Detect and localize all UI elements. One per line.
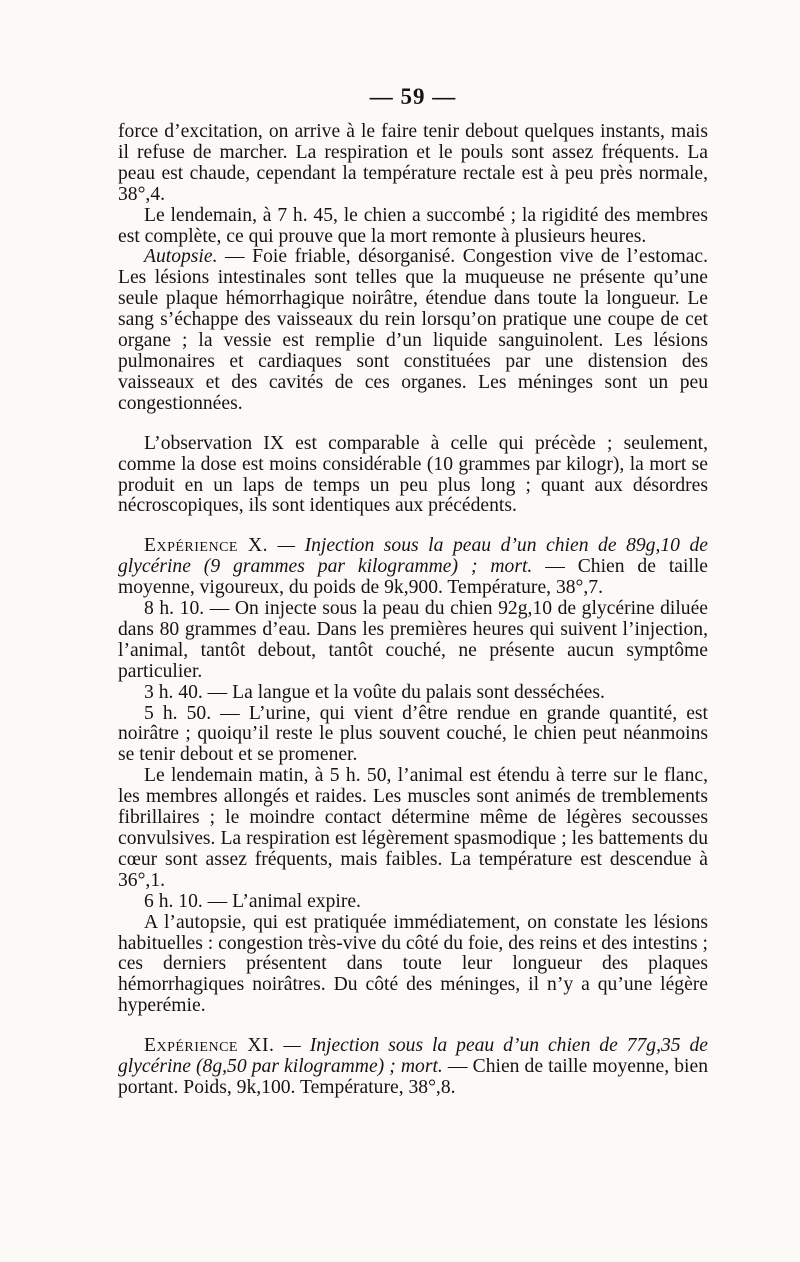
- paragraph-text: 3 h. 40. — La langue et la voûte du palais sont desséchées.: [144, 681, 605, 703]
- section-gap: [118, 1017, 708, 1036]
- section-gap: [118, 415, 708, 434]
- paragraph-text: 8 h. 10. — On injecte sous la peau du chien 92g,10 de glycérine diluée dans 80 grammes d’eau. Dans les premières heures qui suivent l’injection, l’animal, tantôt debout, tantôt couché, ne présente aucun symptôme particulier.: [118, 598, 708, 682]
- paragraph-autopsy: [118, 247, 708, 414]
- book-page: [118, 84, 708, 1099]
- paragraph-text: L’observation IX est comparable à celle qui précède ; seulement, comme la dose est moins considérable (10 grammes par kilogr), la mort se produit en un laps de temps un peu plus long ; quant aux désordres nécroscopiques, ils sont identiques aux précédents.: [118, 432, 708, 517]
- paragraph-continuation: [118, 122, 708, 206]
- experiment-xi-heading: [118, 1036, 708, 1099]
- section-gap: [118, 517, 708, 536]
- paragraph-text: A l’autopsie, qui est pratiquée immédiatement, on constate les lésions habituelles : congestion très-vive du côté du foie, des reins et des intestins ; ces derniers présentent dans toute leur longueur des plaques hémorrhagiques noirâtres. Du côté des méninges, il n’y a qu’une légère hyperémie.: [118, 911, 708, 1017]
- paragraph-550: [118, 704, 708, 767]
- paragraph-text: 5 h. 50. — L’urine, qui vient d’être rendue en grande quantité, est noirâtre ; quoiqu’il reste le plus souvent couché, le chien peut néanmoins se tenir debout et se promener.: [118, 702, 708, 766]
- paragraph-autopsy-x: [118, 913, 708, 1018]
- paragraph-next-day: [118, 206, 708, 248]
- paragraph-340: [118, 683, 708, 704]
- paragraph-text: Le lendemain, à 7 h. 45, le chien a succombé ; la rigidité des membres est complète, ce qui prouve que la mort remonte à plusieurs heures.: [118, 204, 708, 247]
- experiment-x-heading: [118, 536, 708, 599]
- paragraph-text: force d’excitation, on arrive à le faire tenir debout quelques instants, mais il refuse de marcher. La respiration et le pouls sont assez fréquents. La peau est chaude, cependant la température rectale est à peu près normale, 38°,4.: [118, 121, 708, 205]
- paragraph-text: — Foie friable, désorganisé. Congestion vive de l’estomac. Les lésions intestinales sont telles que la muqueuse ne présente qu’une seule plaque hémorrhagique noirâtre, étendue dans toute la longueur. Le sang s’échappe des vaisseaux du rein lorsqu’on pratique une coupe de cet organe ; la vessie est remplie d’un liquide sanguinolent. Les lésions pulmonaires et cardiaques sont constituées par une distension des vaisseaux et des cavités de ces organes. Les méninges sont un peu congestionnées.: [118, 246, 708, 414]
- experiment-title: — Injection sous la peau d’un chien de 89g,10 de glycérine (9 grammes par kilogramme) ; mort.: [118, 535, 709, 578]
- page-number: — 59 —: [369, 84, 457, 109]
- paragraph-death: [118, 892, 708, 913]
- experiment-title: — Injection sous la peau d’un chien de 77g,35 de glycérine (8g,50 par kilogramme) ; mort.: [118, 1035, 708, 1078]
- paragraph-injection: [118, 599, 708, 683]
- autopsy-label: Autopsie.: [144, 246, 218, 268]
- experiment-label: Expérience X.: [144, 535, 269, 557]
- paragraph-text: — Chien de taille moyenne, vigoureux, du poids de 9k,900. Température, 38°,7.: [118, 556, 708, 599]
- paragraph-text: 6 h. 10. — L’animal expire.: [144, 890, 361, 912]
- experiment-label: Expérience XI.: [144, 1035, 275, 1057]
- paragraph-next-morning: [118, 766, 708, 891]
- paragraph-text: Le lendemain matin, à 5 h. 50, l’animal est étendu à terre sur le flanc, les membres allongés et raides. Les muscles sont animés de tremblements fibrillaires ; le moindre contact détermine même de légères secousses convulsives. La respiration est légèrement spasmodique ; les battements du cœur sont assez fréquents, mais faibles. La température est descendue à 36°,1.: [118, 765, 708, 891]
- paragraph-observation-ix: [118, 434, 708, 518]
- paragraph-text: — Chien de taille moyenne, bien portant. Poids, 9k,100. Température, 38°,8.: [118, 1056, 708, 1098]
